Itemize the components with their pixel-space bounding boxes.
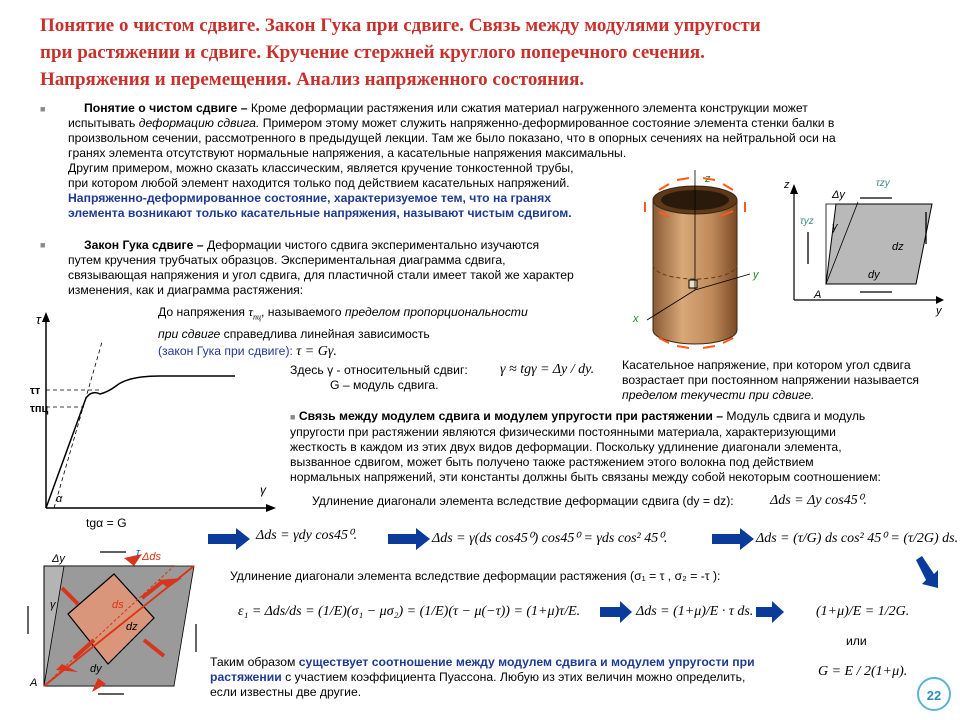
text-line: возрастает при постоянном напряжении называется <box>622 373 920 387</box>
ds-label: ds <box>112 599 124 611</box>
gamma-axis-label: γ <box>260 483 266 497</box>
highlight: растяжении <box>210 670 282 684</box>
text-line: путем кручения трубчатых образцов. Экспериментальная диаграмма сдвига, <box>68 253 506 267</box>
text-fragment: Таким образом <box>210 655 299 669</box>
hooke-text: До напряжения $\tau_{пц}$, называемого пределом пропорциональности при сдвиге справедлива линейная зависимость (закон Гука при сдвиге): τ = Gγ. <box>158 304 528 359</box>
gamma-label: γ <box>832 221 838 233</box>
bullet-icon: ■ <box>40 104 46 114</box>
text-line: Модуль сдвига и модуль <box>726 409 866 423</box>
text-line: связывающая напряжения и угол сдвига, для пластичной стали имеет такой же характер <box>68 268 574 282</box>
tau-t-label: τт <box>30 385 41 397</box>
tau-pc-label: τпц <box>30 403 49 415</box>
formula-part: (τ/2G) ds. <box>903 531 959 546</box>
formula-5: ε₁ = Δds/ds = (1/E)(σ₁ − μσ₂) = (1/E)(τ − μ(−τ)) = (1+μ)τ/E. <box>238 604 581 619</box>
delta-ds-label: Δds <box>142 551 161 563</box>
text-line: Здесь γ - относительный сдвиг: <box>290 363 468 377</box>
tau-axis-label: τ <box>36 312 41 327</box>
delta-y-label: Δy <box>52 553 65 565</box>
formula-6: Δds = (1+μ)/E · τ ds. <box>636 604 754 619</box>
formula-2: Δds = γdy cos45⁰. <box>256 528 358 543</box>
gamma-formula: γ ≈ tgγ = Δy / dy. <box>500 362 595 377</box>
tau-yz-label: τyz <box>800 216 814 227</box>
gamma-label: γ <box>50 599 56 611</box>
formula-part: Δds = (τ/G) ds cos² 45⁰ = <box>756 531 904 546</box>
bullet-icon: ■ <box>40 240 46 250</box>
y-axis-label: y <box>753 269 759 281</box>
text-fragment: Примером этому может служить напряженно-деформированное состояние элемента стенки балки в <box>259 116 835 130</box>
point-a-label: A <box>30 677 38 689</box>
conclusion-text <box>210 655 755 700</box>
shear-diagram <box>30 312 290 522</box>
section-moduli-relation <box>290 409 881 485</box>
text-fragment: До напряжения <box>158 305 249 319</box>
yield-caption <box>622 358 919 403</box>
page-number: 22 <box>917 677 951 711</box>
text-line: гранях элемента отсутствуют нормальные напряжения, а касательные напряжения максимальны. <box>68 146 627 160</box>
hooke-formula: τ = Gγ. <box>296 343 337 359</box>
text-fragment: с участием коэффициента Пуассона. Любую из этих величин можно определить, <box>281 670 746 684</box>
text-line: жесткость в каждом из этих двух видов деформации. Поскольку удлинение диагонали элемента, <box>290 440 842 454</box>
y-label: y <box>936 305 942 317</box>
text-line: нормальных напряжений, эти константы должны быть связаны между собой некоторым соотношением: <box>290 470 881 484</box>
formula-3: Δds = γ(ds cos45⁰) cos45⁰ = γds cos² 45⁰. <box>432 531 668 546</box>
definition-line: элемента возникают только касательные напряжения, называют чистым сдвигом. <box>68 206 572 220</box>
delta-y-label: Δy <box>832 189 845 201</box>
dz-label: dz <box>126 621 138 633</box>
title-line-2: при растяжении и сдвиге. Кручение стержней круглого поперечного сечения. <box>40 42 705 63</box>
alpha-label: α <box>56 493 63 505</box>
text-fragment: справедлива линейная зависимость <box>220 326 430 341</box>
tau-label: τ <box>136 547 141 559</box>
dy-label: dy <box>868 269 880 281</box>
section-heading: Понятие о чистом сдвиге – <box>84 101 248 115</box>
title-line-1: Понятие о чистом сдвиге. Закон Гука при сдвиге. Связь между модулями упругости <box>40 15 761 36</box>
section-heading: Связь между модулем сдвига и модулем упругости при растяжении – <box>298 409 723 423</box>
dz-label: dz <box>892 241 904 253</box>
text-line: Деформации чистого сдвига экспериментально изучаются <box>206 238 540 252</box>
or-label: или <box>846 634 867 648</box>
text-line: произвольном сечении, рассмотренного в предыдущей лекции. Там же было показано, что в опорных сечениях на нейтральной оси на <box>68 131 836 145</box>
shear-element-figure <box>772 172 952 322</box>
term: пределом пропорциональности <box>344 305 528 319</box>
tg-alpha-label: tgα = G <box>86 516 127 530</box>
text-fragment: испытывать <box>68 116 139 130</box>
term: при сдвиге <box>158 326 221 341</box>
formula-7: (1+μ)/E = 1/2G. <box>816 604 910 619</box>
bullet-icon: ■ <box>290 412 296 422</box>
text-line: вызванное сдвигом, может быть получено также растяжением этого волокна под действием <box>290 455 814 469</box>
section-heading: Закон Гука сдвиге – <box>84 238 204 252</box>
text-line: G – модуль сдвига. <box>330 378 439 392</box>
text-line: при котором любой элемент находится только под действием касательных напряжений. <box>68 176 570 190</box>
elongation-tension-text: Удлинение диагонали элемента вследствие деформации растяжения (σ₁ = τ , σ₂ = -τ ): <box>230 569 721 583</box>
elongation-shear-text: Удлинение диагонали элемента вследствие деформации сдвига (dy = dz): <box>312 494 734 508</box>
tube-torsion-figure <box>625 170 775 360</box>
text-line: если известны две другие. <box>210 685 362 699</box>
shear-angle-text <box>290 363 468 393</box>
diagonal-elongation-figure <box>18 544 218 700</box>
text-line: Кроме деформации растяжения или сжатия материал нагруженного элемента конструкции может <box>250 101 808 115</box>
formula-4 <box>756 530 958 547</box>
definition-line: Напряженно-деформированное состояние, характеризуемое тем, что на гранях <box>68 191 552 205</box>
text-line: упругости при растяжении являются физическими постоянными материала, характеризующими <box>290 425 836 439</box>
text-line: Другим примером, можно сказать классическим, является кручение тонкостенной трубы, <box>68 161 574 175</box>
highlight: существует соотношение между модулем сдвига и модулем упругости при <box>298 655 755 669</box>
formula-1: Δds = Δy cos45⁰. <box>770 493 867 508</box>
term: пределом текучести при сдвиге. <box>622 388 815 402</box>
down-arrow-icon <box>912 556 942 592</box>
dy-label: dy <box>90 663 102 675</box>
tau-zy-label: τzy <box>876 178 890 189</box>
z-label: z <box>784 179 790 191</box>
term: (закон Гука при сдвиге): <box>158 343 293 358</box>
formula-8: G = E / 2(1+μ). <box>818 664 908 679</box>
page-title <box>40 12 920 93</box>
x-axis-label: x <box>633 313 639 325</box>
text-line: Касательное напряжение, при котором угол сдвига <box>622 358 911 372</box>
text-line: изменения, как и диаграмма растяжения: <box>68 283 304 297</box>
section-hooke <box>68 238 574 298</box>
title-line-3: Напряжения и перемещения. Анализ напряженного состояния. <box>40 69 585 90</box>
point-a-label: A <box>814 289 822 301</box>
term: деформацию сдвига. <box>138 116 260 130</box>
text-fragment: , называемого <box>261 305 345 319</box>
